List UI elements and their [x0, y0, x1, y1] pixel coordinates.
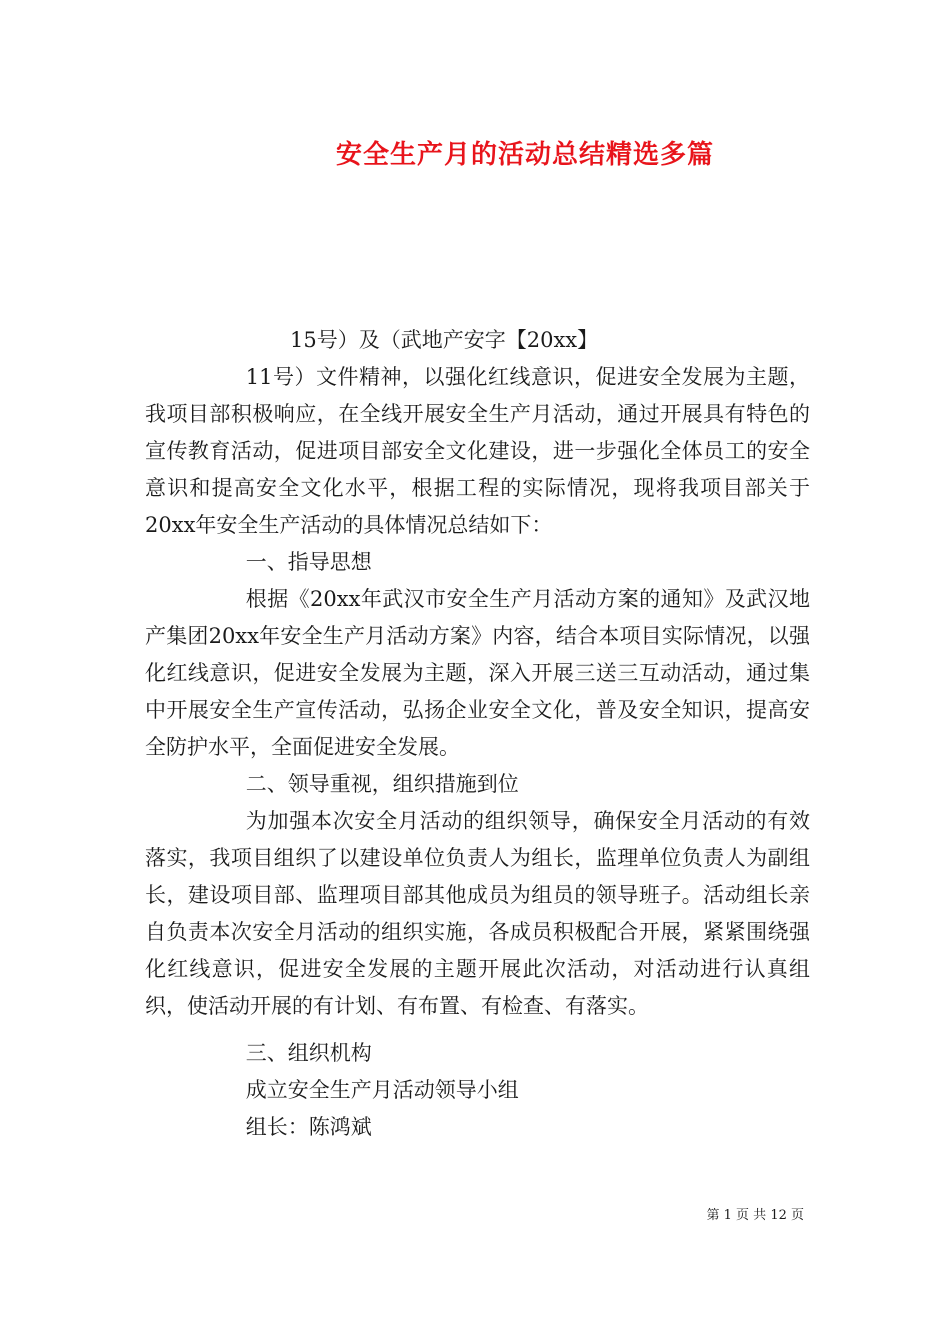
heading-guiding-thought: 一、指导思想: [245, 550, 372, 574]
paragraph-leading-group: 成立安全生产月活动领导小组: [245, 1078, 519, 1102]
page-title: 安全生产月的活动总结精选多篇: [335, 140, 714, 170]
paragraph-intro: 11号）文件精神，以强化红线意识，促进安全发展为主题，我项目部积极响应，在全线开展安全生产月活动，通过开展具有特色的宣传教育活动，促进项目部安全文化建设，进一步强化全体员工的安全意识和提高安全文化水平，根据工程的实际情况，现将我项目部关于20xx年安全生产活动的具体情况总结如下：: [145, 365, 810, 537]
paragraph-gap: [145, 1025, 810, 1035]
page-footer: 第 1 页 共 12 页: [706, 1208, 804, 1223]
paragraph-guiding-thought: 根据《20xx年武汉市安全生产月活动方案的通知》及武汉地产集团20xx年安全生产月活动方案》内容，结合本项目实际情况，以强化红线意识，促进安全发展为主题，深入开展三送三互动活动，通过集中开展安全生产宣传活动，弘扬企业安全文化，普及安全知识，提高安全防护水平，全面促进安全发展。: [145, 587, 810, 759]
paragraph-reference: 15号）及（武地产安字【20xx】: [290, 328, 599, 352]
paragraph-leadership: 为加强本次安全月活动的组织领导，确保安全月活动的有效落实，我项目组织了以建设单位负责人为组长，监理单位负责人为副组长，建设项目部、监理项目部其他成员为组员的领导班子。活动组长亲自负责本次安全月活动的组织实施，各成员积极配合开展，紧紧围绕强化红线意识，促进安全发展的主题开展此次活动，对活动进行认真组织，使活动开展的有计划、有布置、有检查、有落实。: [145, 809, 810, 1018]
heading-organization: 三、组织机构: [245, 1041, 372, 1065]
document-body: [145, 322, 810, 1146]
paragraph-group-leader: 组长：陈鸿斌: [245, 1115, 372, 1139]
heading-leadership: 二、领导重视，组织措施到位: [245, 772, 519, 796]
